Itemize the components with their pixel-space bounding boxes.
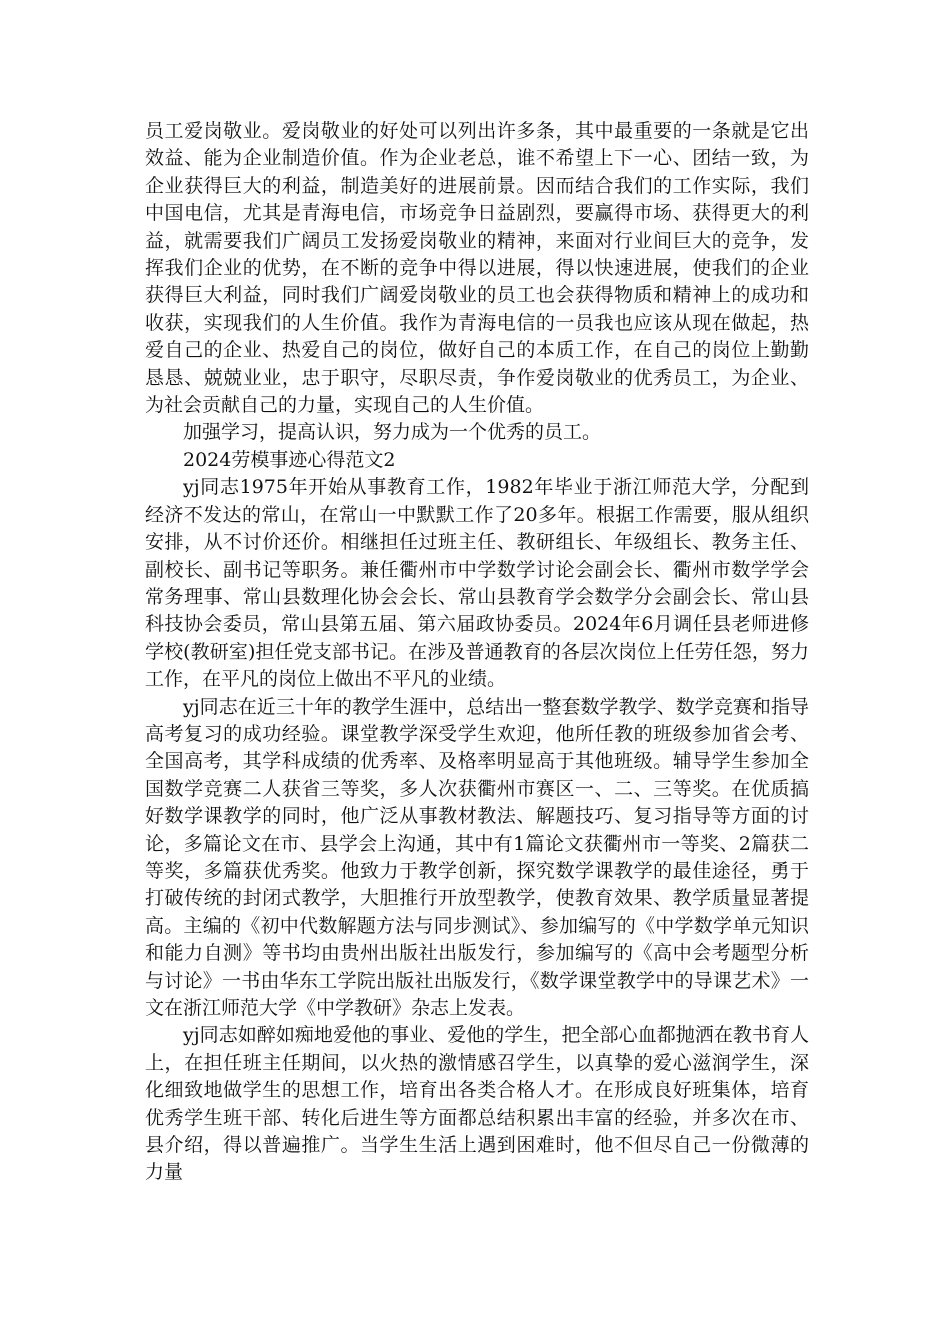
section-heading: 2024劳模事迹心得范文2: [183, 448, 396, 471]
paragraph-teaching: yj同志在近三十年的教学生涯中，总结出一整套数学教学、数学竞赛和指导高考复习的成功经验。课堂教学深受学生欢迎，他所任教的班级参加省会考、全国高考，其学科成绩的优秀率、及格率明显高于其他班级。辅导学生参加全国数学竞赛二人获省三等奖，多人次获衢州市赛区一、二、三等奖。在优质搞好数学课教学的同时，他广泛从事教材教法、解题技巧、复习指导等方面的讨论，多篇论文在市、县学会上沟通，其中有1篇论文获衢州市一等奖、2篇获二等奖，多篇获优秀奖。他致力于教学创新，探究数学课教学的最佳途径，勇于打破传统的封闭式教学，大胆推行开放型教学，使教育效果、教学质量显著提高。主编的《初中代数解题方法与同步测试》、参加编写的《中学数学单元知识和能力自测》等书均由贵州出版社出版发行，参加编写的《高中会考题型分析与讨论》一书由华东工学院出版社出版发行，《数学课堂教学中的导课艺术》一文在浙江师范大学《中学教研》杂志上发表。: [145, 695, 809, 1019]
paragraph-dedication: yj同志如醉如痴地爱他的事业、爱他的学生，把全部心血都抛洒在教书育人上，在担任班主任期间，以火热的激情感召学生，以真挚的爱心滋润学生，深化细致地做学生的思想工作，培育出各类合格人才。在形成良好班集体，培育优秀学生班干部、转化后进生等方面都总结积累出丰富的经验，并多次在市、县介绍，得以普遍推广。当学生生活上遇到困难时，他不但尽自己一份微薄的力量: [145, 1024, 809, 1184]
document-body: [145, 118, 809, 1187]
paragraph-career: yj同志1975年开始从事教育工作，1982年毕业于浙江师范大学，分配到经济不发达的常山，在常山一中默默工作了20多年。根据工作需要，服从组织安排，从不讨价还价。相继担任过班主任、教研组长、年级组长、教务主任、副校长、副书记等职务。兼任衢州市中学数学讨论会副会长、衢州市数学学会常务理事、常山县数理化协会会长、常山县教育学会数学分会副会长、常山县科技协会委员，常山县第五届、第六届政协委员。2024年6月调任县老师进修学校(教研室)担任党支部书记。在涉及普通教育的各层次岗位上任劳任怨，努力工作，在平凡的岗位上做出不平凡的业绩。: [145, 476, 809, 691]
paragraph-intro: 员工爱岗敬业。爱岗敬业的好处可以列出许多条，其中最重要的一条就是它出效益、能为企业制造价值。作为企业老总，谁不希望上下一心、团结一致，为企业获得巨大的利益，制造美好的进展前景。因而结合我们的工作实际，我们中国电信，尤其是青海电信，市场竞争日益剧烈，要赢得市场、获得更大的利益，就需要我们广阔员工发扬爱岗敬业的精神，来面对行业间巨大的竞争，发挥我们企业的优势，在不断的竞争中得以进展，得以快速进展，使我们的企业获得巨大利益，同时我们广阔爱岗敬业的员工也会获得物质和精神上的成功和收获，实现我们的人生价值。我作为青海电信的一员我也应该从现在做起，热爱自己的企业、热爱自己的岗位，做好自己的本质工作，在自己的岗位上勤勤恳恳、兢兢业业，忠于职守，尽职尽责，争作爱岗敬业的优秀员工，为企业、为社会贡献自己的力量，实现自己的人生价值。: [145, 120, 809, 417]
paragraph-summary: 加强学习，提高认识，努力成为一个优秀的员工。: [183, 421, 602, 444]
